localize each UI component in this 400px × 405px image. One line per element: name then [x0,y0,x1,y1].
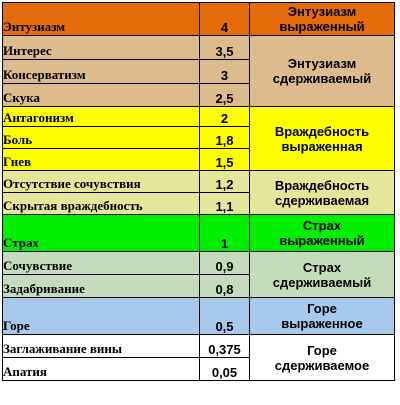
emotion-value: 1,5 [200,149,250,171]
group-label: Энтузиазм сдерживаемый [250,36,395,107]
emotion-name: Скрытая враждебность [3,193,200,215]
emotion-value: 3,5 [200,36,250,60]
table-row [3,252,395,275]
table-row [3,335,395,358]
emotion-value: 0,05 [200,358,250,381]
emotion-value: 2 [200,107,250,127]
emotion-value: 1,8 [200,127,250,149]
emotion-value: 0,8 [200,275,250,298]
emotion-name: Гнев [3,149,200,171]
emotion-name: Горе [3,298,200,335]
emotion-name: Боль [3,127,200,149]
group-label: Горе выраженное [250,298,395,335]
emotion-value: 1,2 [200,171,250,193]
emotion-name: Отсутствие сочувствия [3,171,200,193]
emotion-name: Страх [3,215,200,252]
table-row [3,107,395,127]
group-label: Враждебность выраженная [250,107,395,171]
tone-scale-table [2,2,395,381]
emotion-value: 2,5 [200,84,250,107]
emotion-name: Консерватизм [3,60,200,84]
emotion-name: Антагонизм [3,107,200,127]
emotion-name: Апатия [3,358,200,381]
emotion-value: 4 [200,3,250,36]
group-label: Страх сдерживаемый [250,252,395,298]
table-row [3,3,395,36]
table-row [3,36,395,60]
emotion-name: Заглаживание вины [3,335,200,358]
group-label: Энтузиазм выраженный [250,3,395,36]
emotion-name: Энтузиазм [3,3,200,36]
emotion-value: 1,1 [200,193,250,215]
emotion-value: 0,375 [200,335,250,358]
emotion-value: 3 [200,60,250,84]
table-row [3,215,395,252]
emotion-name: Задабривание [3,275,200,298]
group-label: Страх выраженный [250,215,395,252]
emotion-value: 0,9 [200,252,250,275]
table-row [3,171,395,193]
group-label: Враждебность сдерживаемая [250,171,395,215]
emotion-name: Скука [3,84,200,107]
emotional-tone-scale [2,2,394,394]
emotion-value: 0,5 [200,298,250,335]
emotion-name: Сочувствие [3,252,200,275]
table-row [3,298,395,335]
group-label: Горе сдерживаемое [250,335,395,381]
emotion-name: Интерес [3,36,200,60]
emotion-value: 1 [200,215,250,252]
